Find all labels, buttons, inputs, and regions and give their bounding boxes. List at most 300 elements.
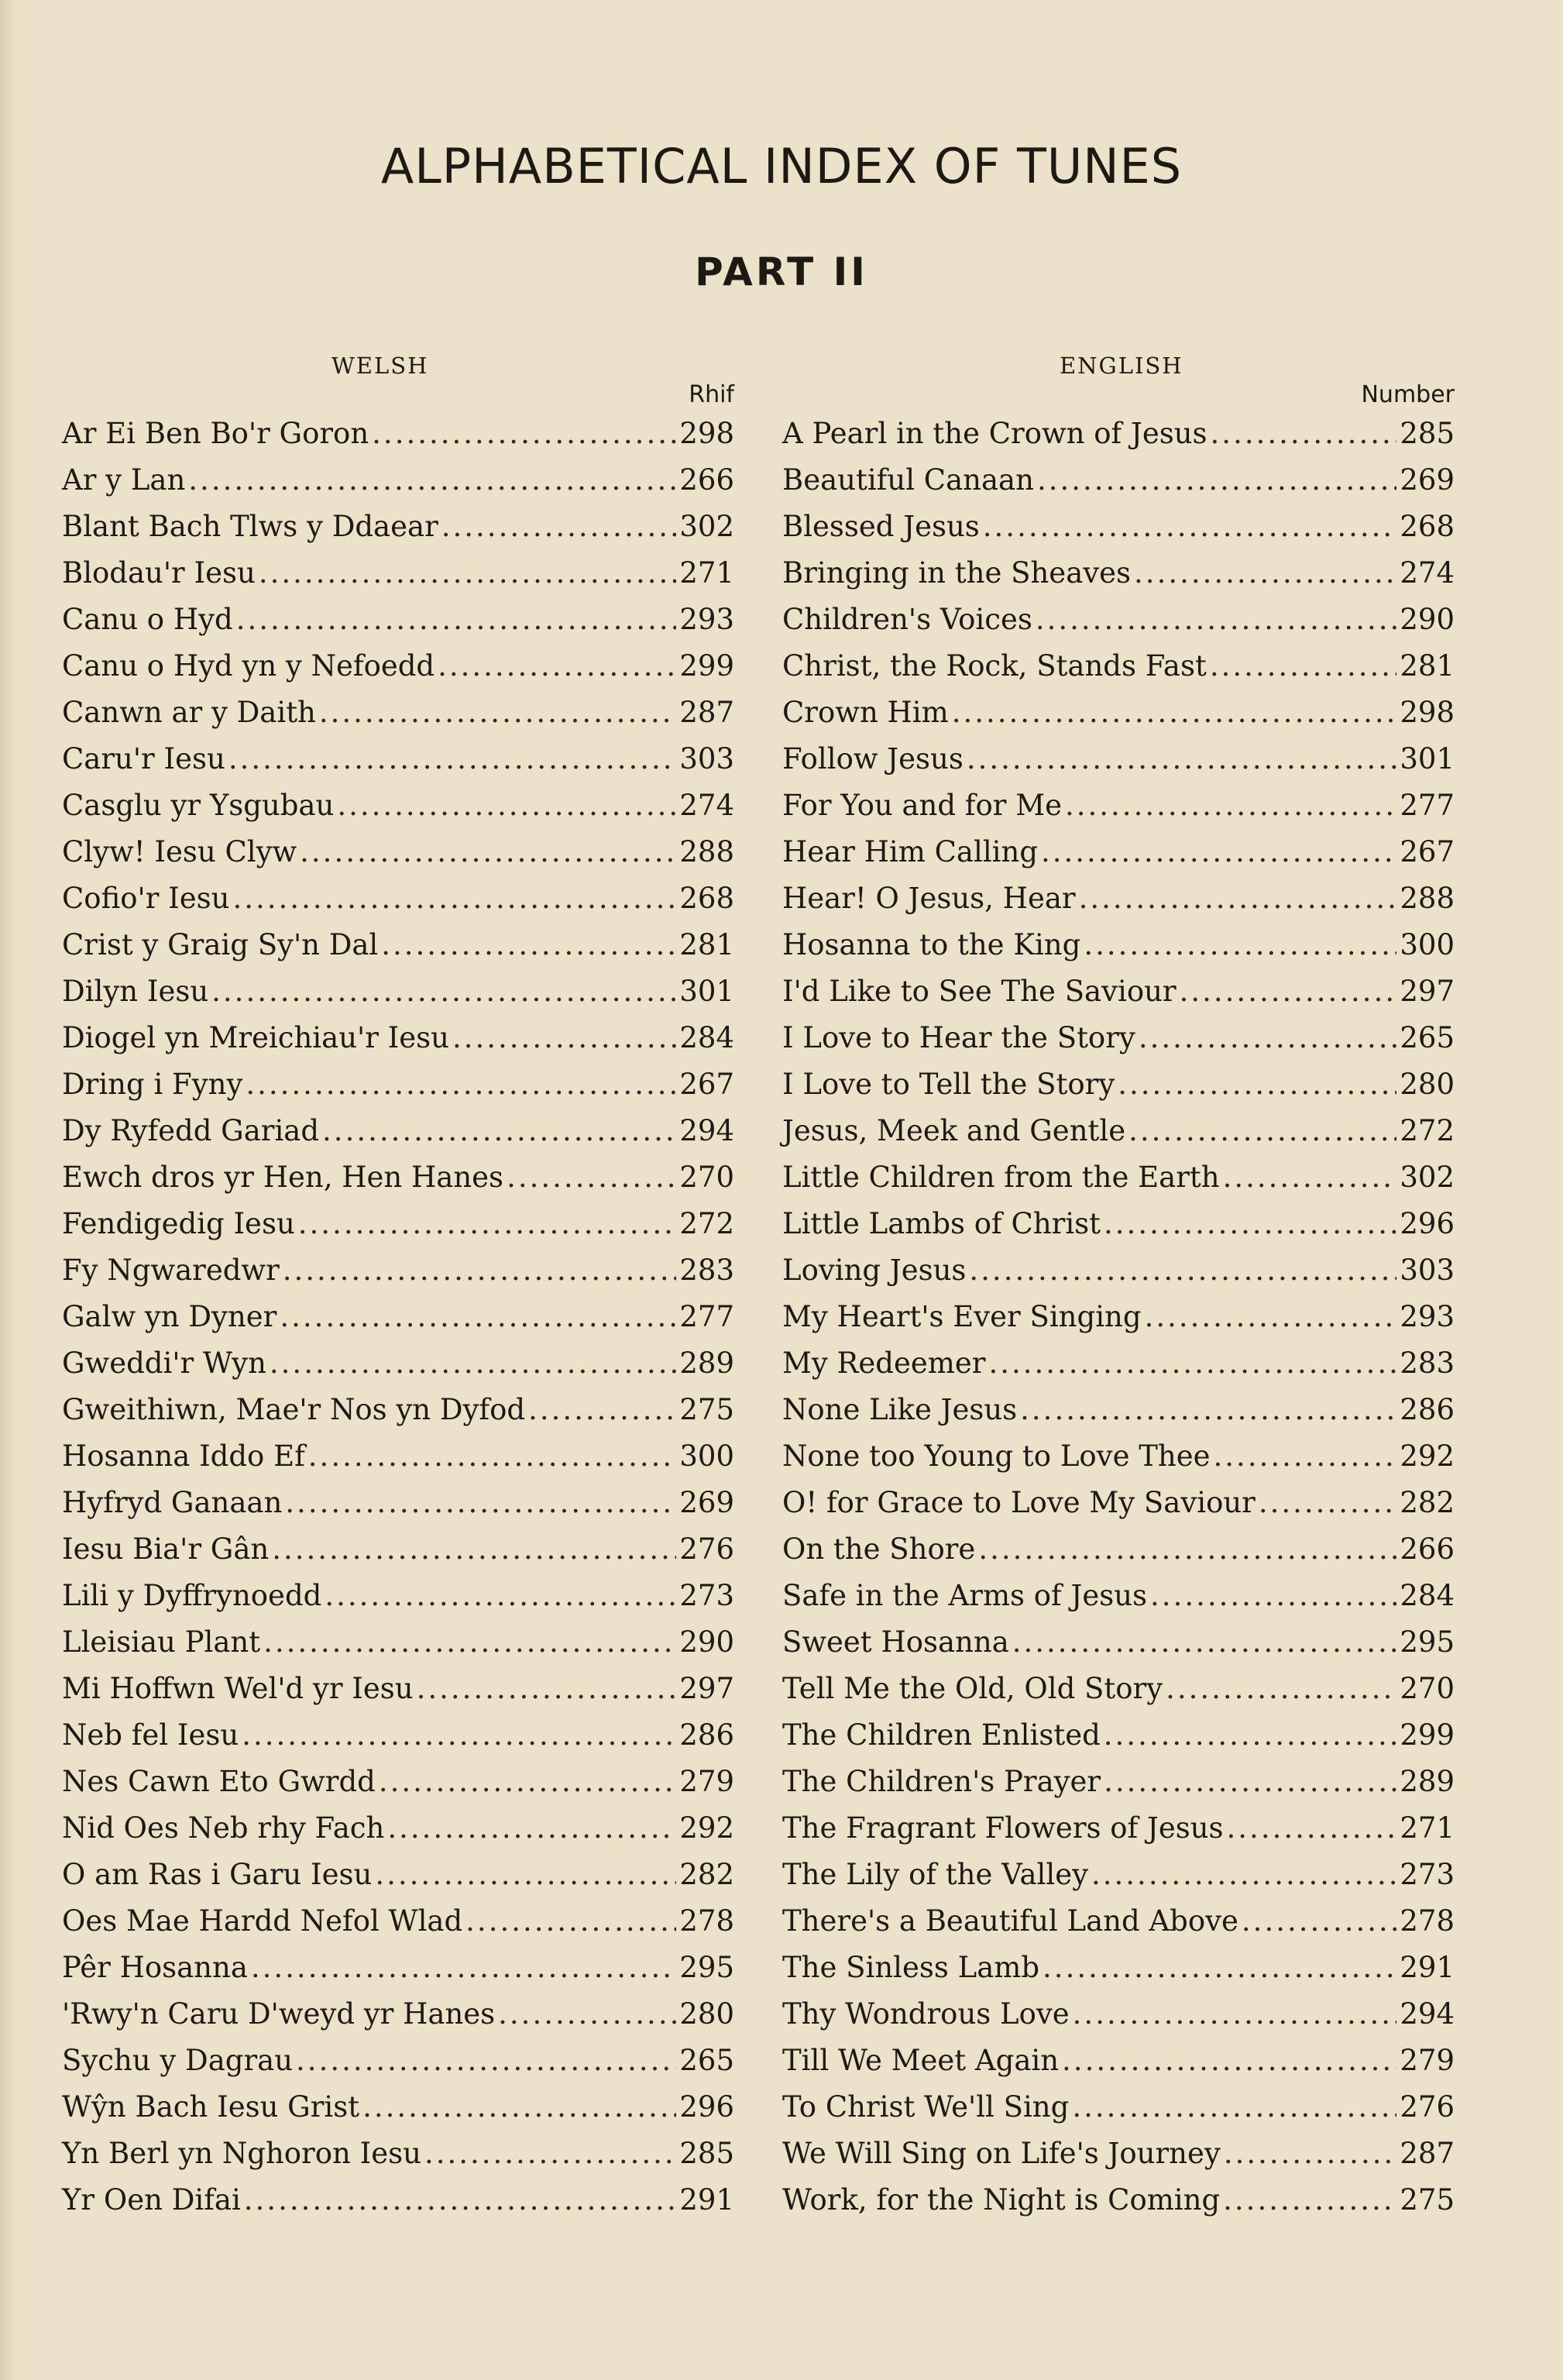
entry-number: 288 [1400, 882, 1455, 915]
welsh-index-entry [62, 736, 734, 782]
welsh-index-entry [62, 597, 734, 643]
english-index-entry [782, 968, 1455, 1015]
entry-title: I Love to Hear the Story [782, 1021, 1135, 1054]
entry-title: Nes Cawn Eto Gwrdd [62, 1765, 376, 1798]
entry-title: Galw yn Dyner [62, 1300, 277, 1333]
dot-leader [308, 1433, 677, 1480]
welsh-index-entry [62, 1294, 734, 1340]
dot-leader [319, 690, 676, 736]
entry-title: Follow Jesus [782, 742, 964, 776]
entry-title: The Lily of the Valley [782, 1858, 1089, 1891]
entry-number: 286 [1400, 1393, 1455, 1426]
welsh-index-entry [62, 1480, 734, 1526]
entry-title: Lleisiau Plant [62, 1625, 261, 1659]
dot-leader [1065, 782, 1396, 829]
dot-leader [1091, 1852, 1396, 1898]
dot-leader [1062, 2038, 1396, 2084]
entry-title: Canu o Hyd yn y Nefoedd [62, 649, 435, 683]
english-index-entry [782, 1247, 1455, 1294]
entry-title: Gweithiwn, Mae'r Nos yn Dyfod [62, 1393, 526, 1426]
entry-number: 292 [1400, 1439, 1455, 1473]
entry-number: 289 [1400, 1765, 1455, 1798]
entry-number: 294 [679, 1114, 734, 1147]
welsh-index-entry [62, 1201, 734, 1247]
english-index-entry [782, 1526, 1455, 1573]
welsh-index-entry [62, 411, 734, 457]
entry-number: 265 [679, 2044, 734, 2077]
english-column-heading: ENGLISH [1060, 353, 1183, 379]
dot-leader [381, 922, 676, 968]
dot-leader [967, 736, 1397, 782]
english-index-entry [782, 875, 1455, 922]
welsh-index-entry [62, 1619, 734, 1666]
entry-number: 268 [1400, 510, 1455, 543]
entry-title: The Sinless Lamb [782, 1951, 1040, 1984]
entry-number: 288 [679, 835, 734, 868]
entry-title: I'd Like to See The Saviour [782, 975, 1177, 1008]
english-index-entry [782, 1805, 1455, 1852]
entry-title: Lili y Dyffrynoedd [62, 1579, 322, 1612]
welsh-index-entry [62, 1247, 734, 1294]
entry-number: 276 [679, 1532, 734, 1566]
dot-leader [246, 1061, 676, 1108]
entry-number: 266 [679, 463, 734, 497]
entry-number: 278 [1400, 1904, 1455, 1938]
dot-leader [1242, 1898, 1396, 1945]
entry-number: 293 [1400, 1300, 1455, 1333]
welsh-index-entry [62, 1154, 734, 1201]
entry-title: Fy Ngwaredwr [62, 1254, 280, 1287]
entry-number: 271 [1400, 1811, 1455, 1845]
dot-leader [236, 597, 677, 643]
english-index-entry [782, 2084, 1455, 2131]
english-index-entry [782, 1387, 1455, 1433]
entry-title: Bringing in the Sheaves [782, 556, 1132, 590]
welsh-index-entry [62, 550, 734, 597]
dot-leader [379, 1759, 677, 1805]
entry-title: Diogel yn Mreichiau'r Iesu [62, 1021, 449, 1054]
entry-number: 272 [679, 1207, 734, 1240]
english-index-entry [782, 1340, 1455, 1387]
entry-number: 278 [679, 1904, 734, 1938]
welsh-index-entry [62, 875, 734, 922]
welsh-index-entry [62, 643, 734, 690]
dot-leader [1104, 1201, 1396, 1247]
english-index-entry [782, 690, 1455, 736]
dot-leader [387, 1805, 676, 1852]
entry-title: My Redeemer [782, 1346, 986, 1380]
entry-title: Blodau'r Iesu [62, 556, 256, 590]
welsh-index-entry [62, 1340, 734, 1387]
welsh-index-entry [62, 829, 734, 875]
entry-number: 296 [679, 2090, 734, 2124]
dot-leader [1072, 2084, 1396, 2131]
entry-title: None too Young to Love Thee [782, 1439, 1211, 1473]
english-index-entry [782, 1898, 1455, 1945]
dot-leader [1128, 1108, 1396, 1154]
entry-number: 285 [1400, 417, 1455, 450]
welsh-index-entry [62, 1061, 734, 1108]
entry-number: 294 [1400, 1997, 1455, 2031]
entry-title: Ewch dros yr Hen, Hen Hanes [62, 1161, 504, 1194]
entry-number: 292 [679, 1811, 734, 1845]
dot-leader [362, 2084, 676, 2131]
dot-leader [1079, 875, 1397, 922]
english-index-entry [782, 1015, 1455, 1061]
entry-title: Loving Jesus [782, 1254, 967, 1287]
entry-title: O am Ras i Garu Iesu [62, 1858, 373, 1891]
dot-leader [978, 1526, 1396, 1573]
entry-number: 297 [1400, 975, 1455, 1008]
page-edge [0, 0, 17, 2380]
entry-title: Children's Voices [782, 603, 1032, 636]
entry-number: 287 [1400, 2137, 1455, 2170]
dot-leader [285, 1480, 676, 1526]
welsh-index-entry [62, 504, 734, 550]
entry-number: 269 [679, 1486, 734, 1519]
entry-title: Pêr Hosanna [62, 1951, 248, 1984]
entry-title: Fendigedig Iesu [62, 1207, 295, 1240]
entry-title: Till We Meet Again [782, 2044, 1060, 2077]
entry-number: 272 [1400, 1114, 1455, 1147]
welsh-index-entry [62, 1991, 734, 2038]
entry-title: Hear Him Calling [782, 835, 1039, 868]
english-index-entry [782, 829, 1455, 875]
dot-leader [325, 1573, 676, 1619]
dot-leader [1227, 1805, 1397, 1852]
entry-title: Blessed Jesus [782, 510, 980, 543]
welsh-index-entry [62, 968, 734, 1015]
dot-leader [1139, 1015, 1397, 1061]
dot-leader [441, 504, 677, 550]
dot-leader [1041, 829, 1396, 875]
dot-leader [337, 782, 676, 829]
dot-leader [417, 1666, 677, 1712]
dot-leader [1012, 1619, 1397, 1666]
entry-title: Yn Berl yn Nghoron Iesu [62, 2137, 421, 2170]
welsh-index-entry [62, 1805, 734, 1852]
dot-leader [228, 736, 677, 782]
dot-leader [1036, 597, 1397, 643]
welsh-index-entry [62, 1526, 734, 1573]
welsh-index-entry [62, 2177, 734, 2224]
entry-title: I Love to Tell the Story [782, 1068, 1115, 1101]
welsh-index-entry [62, 1898, 734, 1945]
entry-number: 270 [1400, 1672, 1455, 1705]
welsh-index-entry [62, 1573, 734, 1619]
welsh-index-entry [62, 2084, 734, 2131]
dot-leader [507, 1154, 676, 1201]
dot-leader [244, 2177, 677, 2224]
english-index-entry [782, 504, 1455, 550]
dot-leader [1104, 1712, 1397, 1759]
dot-leader [211, 968, 676, 1015]
entry-number: 301 [1400, 742, 1455, 776]
welsh-index-entry [62, 1387, 734, 1433]
welsh-index-entry [62, 1712, 734, 1759]
entry-number: 295 [1400, 1625, 1455, 1659]
english-index-entry [782, 1759, 1455, 1805]
entry-number: 303 [1400, 1254, 1455, 1287]
entry-title: Clyw! Iesu Clyw [62, 835, 297, 868]
entry-title: Thy Wondrous Love [782, 1997, 1070, 2031]
entry-number: 284 [679, 1021, 734, 1054]
welsh-column-heading: WELSH [331, 353, 429, 379]
entry-number: 303 [679, 742, 734, 776]
entry-title: Gweddi'r Wyn [62, 1346, 266, 1380]
entry-number: 266 [1400, 1532, 1455, 1566]
entry-number: 296 [1400, 1207, 1455, 1240]
entry-title: The Fragrant Flowers of Jesus [782, 1811, 1224, 1845]
page-subtitle: PART II [695, 249, 868, 294]
english-index-entry [782, 1852, 1455, 1898]
entry-number: 267 [679, 1068, 734, 1101]
english-index-entry [782, 2038, 1455, 2084]
entry-title: Jesus, Meek and Gentle [782, 1114, 1126, 1147]
entry-number: 282 [679, 1858, 734, 1891]
english-index-entry [782, 2131, 1455, 2177]
entry-title: Oes Mae Hardd Nefol Wlad [62, 1904, 463, 1938]
entry-title: Little Children from the Earth [782, 1161, 1220, 1194]
entry-title: Dilyn Iesu [62, 975, 209, 1008]
entry-title: Crown Him [782, 696, 949, 729]
entry-number: 271 [679, 556, 734, 590]
english-index-entry [782, 1712, 1455, 1759]
english-index-entry [782, 782, 1455, 829]
dot-leader [188, 457, 676, 504]
entry-title: Dring i Fyny [62, 1068, 243, 1101]
entry-number: 270 [679, 1161, 734, 1194]
entry-number: 299 [1400, 1718, 1455, 1752]
entry-title: Safe in the Arms of Jesus [782, 1579, 1148, 1612]
dot-leader [969, 1247, 1396, 1294]
entry-number: 291 [1400, 1951, 1455, 1984]
entry-number: 289 [679, 1346, 734, 1380]
entry-title: The Children's Prayer [782, 1765, 1101, 1798]
entry-number: 277 [679, 1300, 734, 1333]
english-index-entry [782, 1433, 1455, 1480]
entry-title: On the Shore [782, 1532, 976, 1566]
english-index-entry [782, 922, 1455, 968]
dot-leader [1224, 2131, 1397, 2177]
entry-title: Yr Oen Difai [62, 2183, 241, 2217]
entry-title: Mi Hoffwn Wel'd yr Iesu [62, 1672, 414, 1705]
english-index-entry [782, 550, 1455, 597]
entry-number: 273 [1400, 1858, 1455, 1891]
english-index-entry [782, 1480, 1455, 1526]
entry-title: My Heart's Ever Singing [782, 1300, 1142, 1333]
entry-number: 279 [679, 1765, 734, 1798]
entry-number: 273 [679, 1579, 734, 1612]
welsh-index-entry [62, 1433, 734, 1480]
entry-title: Sychu y Dagrau [62, 2044, 294, 2077]
entry-title: To Christ We'll Sing [782, 2090, 1070, 2124]
page-title: ALPHABETICAL INDEX OF TUNES [380, 138, 1183, 194]
welsh-index-entry [62, 922, 734, 968]
entry-number: 286 [679, 1718, 734, 1752]
entry-title: 'Rwy'n Caru D'weyd yr Hanes [62, 1997, 496, 2031]
entry-number: 297 [679, 1672, 734, 1705]
dot-leader [270, 1340, 676, 1387]
welsh-index-entry [62, 457, 734, 504]
dot-leader [528, 1387, 676, 1433]
dot-leader [1104, 1759, 1396, 1805]
entry-number: 300 [1400, 928, 1455, 961]
entry-title: Beautiful Canaan [782, 463, 1034, 497]
entry-number: 285 [679, 2137, 734, 2170]
dot-leader [242, 1712, 676, 1759]
english-index-entry [782, 597, 1455, 643]
dot-leader [952, 690, 1397, 736]
dot-leader [298, 1201, 677, 1247]
dot-leader [498, 1991, 676, 2038]
dot-leader [1223, 1154, 1397, 1201]
welsh-index-entry [62, 1852, 734, 1898]
english-index-entry [782, 1154, 1455, 1201]
entry-title: The Children Enlisted [782, 1718, 1101, 1752]
entry-number: 268 [679, 882, 734, 915]
dot-leader [283, 1247, 677, 1294]
dot-leader [1214, 1433, 1397, 1480]
english-index-entry [782, 1108, 1455, 1154]
dot-leader [1210, 643, 1397, 690]
entry-number: 274 [1400, 556, 1455, 590]
dot-leader [1223, 2177, 1396, 2224]
entry-title: Work, for the Night is Coming [782, 2183, 1221, 2217]
entry-number: 298 [1400, 696, 1455, 729]
english-index-entry [782, 643, 1455, 690]
entry-title: Hyfryd Ganaan [62, 1486, 283, 1519]
dot-leader [1043, 1945, 1396, 1991]
welsh-number-label: Rhif [689, 381, 734, 408]
entry-number: 269 [1400, 463, 1455, 497]
welsh-index-entry [62, 2038, 734, 2084]
welsh-index-entry [62, 1108, 734, 1154]
english-index-entry [782, 1294, 1455, 1340]
dot-leader [438, 643, 676, 690]
dot-leader [296, 2038, 676, 2084]
dot-leader [1037, 457, 1396, 504]
dot-leader [259, 550, 677, 597]
entry-number: 301 [679, 975, 734, 1008]
entry-number: 299 [679, 649, 734, 683]
entry-number: 287 [679, 696, 734, 729]
dot-leader [300, 829, 676, 875]
entry-title: Neb fel Iesu [62, 1718, 239, 1752]
english-index-entry [782, 1573, 1455, 1619]
entry-title: There's a Beautiful Land Above [782, 1904, 1238, 1938]
entry-title: Tell Me the Old, Old Story [782, 1672, 1163, 1705]
entry-title: O! for Grace to Love My Saviour [782, 1486, 1256, 1519]
entry-number: 283 [679, 1254, 734, 1287]
dot-leader [1259, 1480, 1397, 1526]
entry-number: 291 [679, 2183, 734, 2217]
entry-number: 280 [679, 1997, 734, 2031]
welsh-index-list [62, 411, 734, 2224]
english-index-entry [782, 736, 1455, 782]
entry-number: 275 [679, 1393, 734, 1426]
dot-leader [1211, 411, 1397, 457]
dot-leader [280, 1294, 676, 1340]
dot-leader [372, 411, 676, 457]
entry-number: 276 [1400, 2090, 1455, 2124]
entry-title: Canu o Hyd [62, 603, 233, 636]
entry-title: Christ, the Rock, Stands Fast [782, 649, 1207, 683]
english-index-entry [782, 1945, 1455, 1991]
dot-leader [251, 1945, 676, 1991]
dot-leader [375, 1852, 676, 1898]
entry-number: 298 [679, 417, 734, 450]
entry-number: 265 [1400, 1021, 1455, 1054]
entry-number: 283 [1400, 1346, 1455, 1380]
entry-title: Dy Ryfedd Gariad [62, 1114, 320, 1147]
entry-number: 267 [1400, 835, 1455, 868]
entry-title: None Like Jesus [782, 1393, 1018, 1426]
entry-number: 290 [1400, 603, 1455, 636]
english-index-entry [782, 1061, 1455, 1108]
entry-title: Ar y Lan [62, 463, 186, 497]
english-index-entry [782, 1991, 1455, 2038]
dot-leader [452, 1015, 676, 1061]
entry-title: Iesu Bia'r Gân [62, 1532, 270, 1566]
dot-leader [424, 2131, 676, 2177]
entry-number: 302 [679, 510, 734, 543]
entry-number: 302 [1400, 1161, 1455, 1194]
dot-leader [1145, 1294, 1397, 1340]
entry-title: A Pearl in the Crown of Jesus [782, 417, 1207, 450]
dot-leader [983, 504, 1397, 550]
dot-leader [1180, 968, 1397, 1015]
dot-leader [322, 1108, 676, 1154]
entry-title: Blant Bach Tlws y Ddaear [62, 510, 438, 543]
welsh-index-entry [62, 782, 734, 829]
entry-title: Hosanna to the King [782, 928, 1081, 961]
dot-leader [233, 875, 677, 922]
dot-leader [1020, 1387, 1396, 1433]
dot-leader [263, 1619, 676, 1666]
dot-leader [1166, 1666, 1396, 1712]
dot-leader [1073, 1991, 1397, 2038]
dot-leader [272, 1526, 676, 1573]
entry-title: Hosanna Iddo Ef [62, 1439, 305, 1473]
english-index-entry [782, 1666, 1455, 1712]
entry-number: 275 [1400, 2183, 1455, 2217]
dot-leader [465, 1898, 676, 1945]
english-index-entry [782, 457, 1455, 504]
entry-title: We Will Sing on Life's Journey [782, 2137, 1221, 2170]
welsh-index-entry [62, 690, 734, 736]
entry-number: 280 [1400, 1068, 1455, 1101]
entry-title: For You and for Me [782, 789, 1062, 822]
english-index-entry [782, 2177, 1455, 2224]
dot-leader [1084, 922, 1396, 968]
entry-title: Hear! O Jesus, Hear [782, 882, 1076, 915]
entry-number: 284 [1400, 1579, 1455, 1612]
entry-number: 295 [679, 1951, 734, 1984]
welsh-index-entry [62, 1945, 734, 1991]
welsh-index-entry [62, 1759, 734, 1805]
entry-number: 300 [679, 1439, 734, 1473]
entry-title: Crist y Graig Sy'n Dal [62, 928, 379, 961]
entry-number: 281 [1400, 649, 1455, 683]
entry-title: Little Lambs of Christ [782, 1207, 1101, 1240]
english-index-entry [782, 411, 1455, 457]
dot-leader [1150, 1573, 1396, 1619]
welsh-index-entry [62, 1015, 734, 1061]
dot-leader [1118, 1061, 1396, 1108]
entry-title: Casglu yr Ysgubau [62, 789, 335, 822]
dot-leader [1134, 550, 1396, 597]
